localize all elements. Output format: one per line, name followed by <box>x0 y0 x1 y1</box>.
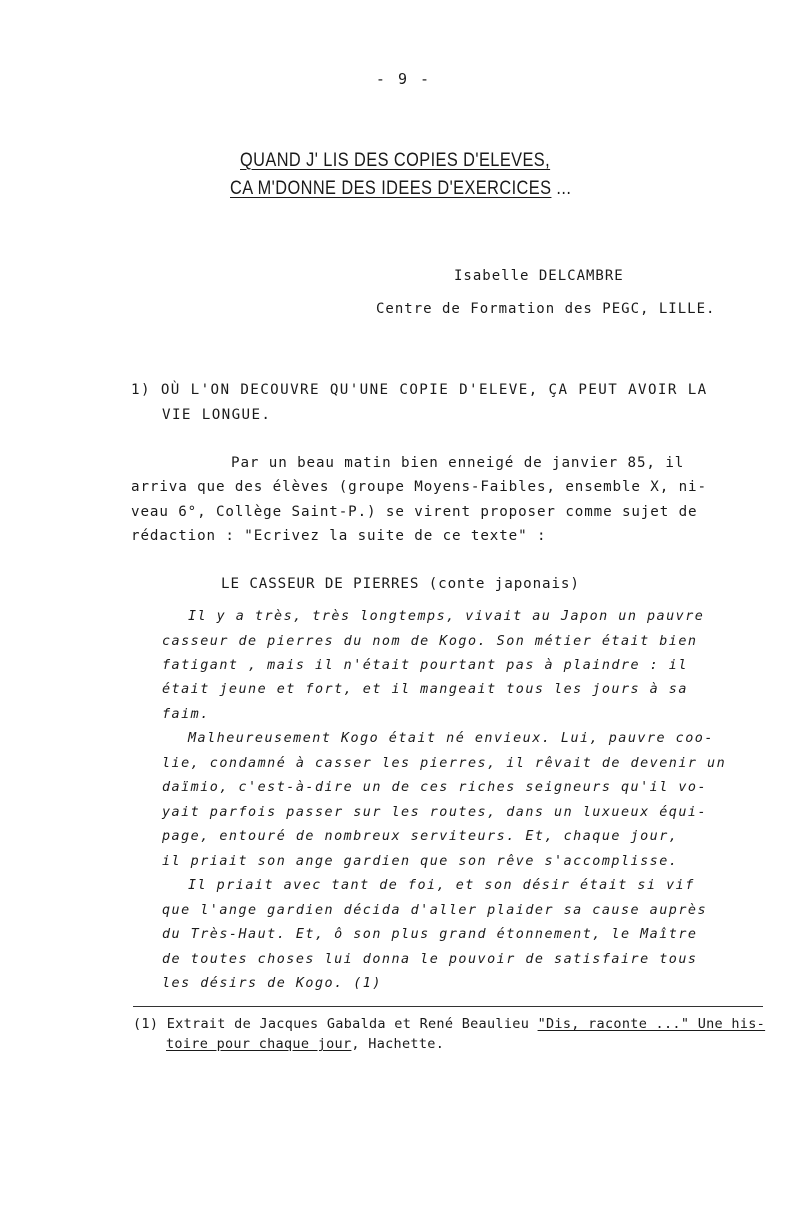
story-line: de toutes choses lui donna le pouvoir de satisfaire tous <box>162 952 698 967</box>
paragraph-line: Par un beau matin bien enneigé de janvier 85, il <box>231 455 685 471</box>
paragraph-line: rédaction : "Ecrivez la suite de ce texte" : <box>131 528 547 544</box>
footnote-book-title: "Dis, raconte ..." Une his- <box>537 1016 766 1032</box>
paragraph-line: arriva que des élèves (groupe Moyens-Faibles, ensemble X, ni- <box>131 479 707 495</box>
footnote-line-2 <box>166 1036 444 1052</box>
section-heading-line-1: 1) OÙ L'ON DECOUVRE QU'UNE COPIE D'ELEVE, ÇA PEUT AVOIR LA <box>131 382 708 398</box>
story-line: Il priait avec tant de foi, et son désir était si vif <box>188 878 695 893</box>
story-line: fatigant , mais il n'était pourtant pas à plaindre : il <box>162 658 688 673</box>
section-heading-line-2: VIE LONGUE. <box>162 407 272 423</box>
story-line: yait parfois passer sur les routes, dans un luxueux équi- <box>162 805 708 820</box>
story-line: casseur de pierres du nom de Kogo. Son métier était bien <box>162 634 698 649</box>
title-line-2 <box>230 178 571 200</box>
author-affiliation: Centre de Formation des PEGC, LILLE. <box>376 301 716 317</box>
page-number: - 9 - <box>375 70 432 88</box>
title-line-1 <box>240 150 550 172</box>
story-heading: LE CASSEUR DE PIERRES (conte japonais) <box>221 576 580 592</box>
title-line-1-text: QUAND J' LIS DES COPIES D'ELEVES, <box>240 150 551 171</box>
story-line: il priait son ange gardien que son rêve s'accomplisse. <box>162 854 679 869</box>
footnote-marker: (1) <box>133 1016 159 1032</box>
title-line-2-ellipsis: ... <box>551 178 572 199</box>
footnote-text: Extrait de Jacques Gabalda et René Beaulieu <box>166 1016 538 1032</box>
story-line: page, entouré de nombreux serviteurs. Et, chaque jour, <box>162 829 679 844</box>
story-line: Il y a très, très longtemps, vivait au Japon un pauvre <box>188 609 705 624</box>
story-line: du Très-Haut. Et, ô son plus grand étonnement, le Maître <box>162 927 698 942</box>
story-line: lie, condamné à casser les pierres, il rêvait de devenir un <box>162 756 727 771</box>
footnote-book-title-cont: toire pour chaque jour <box>166 1036 352 1052</box>
story-line: les désirs de Kogo. (1) <box>162 976 382 991</box>
story-line: faim. <box>162 707 210 722</box>
author-name: Isabelle DELCAMBRE <box>454 268 624 284</box>
story-line: Malheureusement Kogo était né envieux. Lui, pauvre coo- <box>188 731 714 746</box>
footnote-line-1 <box>133 1016 765 1032</box>
story-line: daïmio, c'est-à-dire un de ces riches seigneurs qu'il vo- <box>162 780 708 795</box>
footnote-divider <box>133 1006 763 1007</box>
footnote-publisher: , Hachette. <box>351 1036 445 1052</box>
story-line: était jeune et fort, et il mangeait tous les jours à sa <box>162 682 688 697</box>
title-line-2-text: CA M'DONNE DES IDEES D'EXERCICES <box>230 178 552 199</box>
paragraph-line: veau 6°, Collège Saint-P.) se virent proposer comme sujet de <box>131 504 698 520</box>
story-line: que l'ange gardien décida d'aller plaider sa cause auprès <box>162 903 708 918</box>
